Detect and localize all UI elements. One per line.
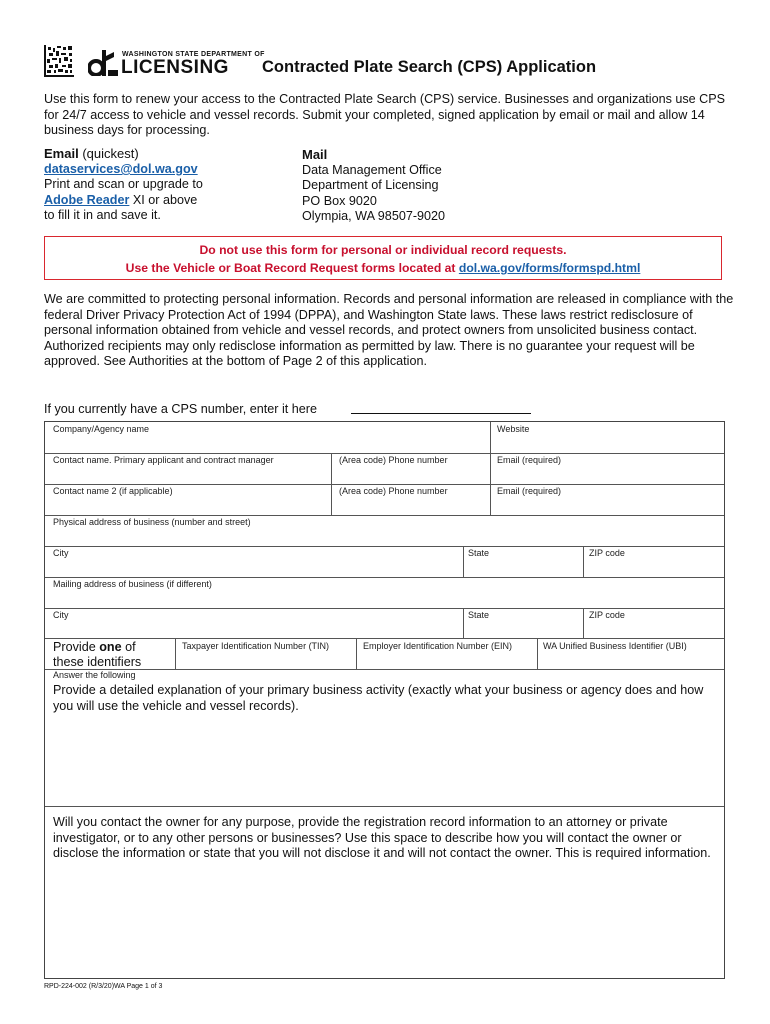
dol-logo-icon bbox=[88, 50, 118, 76]
row-divider bbox=[45, 669, 724, 670]
mailing-city-field[interactable]: City bbox=[53, 610, 69, 620]
email-instructions bbox=[44, 162, 203, 223]
provide-prefix: Provide bbox=[53, 640, 100, 654]
zip-field[interactable]: ZIP code bbox=[589, 548, 625, 558]
col-divider bbox=[490, 453, 491, 515]
provide-line2: these identifiers bbox=[53, 655, 142, 669]
col-divider bbox=[463, 546, 464, 577]
answer-label: Answer the following bbox=[53, 670, 136, 680]
email-address-link[interactable]: dataservices@dol.wa.gov bbox=[44, 162, 198, 176]
tin-field[interactable]: Taxpayer Identification Number (TIN) bbox=[182, 641, 330, 651]
col-divider bbox=[537, 638, 538, 669]
agency-name-large: LICENSING bbox=[121, 57, 229, 78]
intro-paragraph: Use this form to renew your access to the Contracted Plate Search (CPS) service. Businesses and organizations use CPS for 24/7 access to vehicle and vessel records. Submit your completed, signed application by email or mail and allow 14 business days for processing. bbox=[44, 92, 726, 138]
contact1-email-field[interactable]: Email (required) bbox=[497, 455, 562, 465]
row-divider bbox=[45, 453, 724, 454]
application-form bbox=[44, 421, 725, 979]
mailing-address-field[interactable]: Mailing address of business (if different) bbox=[53, 579, 212, 589]
city-field[interactable]: City bbox=[53, 548, 69, 558]
email-line3: to fill it in and save it. bbox=[44, 207, 161, 222]
mailing-state-field[interactable]: State bbox=[468, 610, 490, 620]
row-divider bbox=[45, 577, 724, 578]
row-divider bbox=[45, 515, 724, 516]
ein-field[interactable]: Employer Identification Number (EIN) bbox=[363, 641, 513, 651]
question1-field[interactable]: Provide a detailed explanation of your primary business activity (exactly what your business or agency does and how you will use the vehicle and vessel records). bbox=[53, 683, 704, 713]
email-line2-rest: XI or above bbox=[129, 192, 198, 207]
warning-line1: Do not use this form for personal or individual record requests. bbox=[199, 243, 567, 257]
mail-heading: Mail bbox=[302, 147, 328, 162]
col-divider bbox=[490, 422, 491, 453]
state-field[interactable]: State bbox=[468, 548, 490, 558]
contact1-name-field[interactable]: Contact name. Primary applicant and contract manager bbox=[53, 455, 274, 465]
col-divider bbox=[463, 608, 464, 638]
col-divider bbox=[583, 546, 584, 577]
mail-line: Olympia, WA 98507-9020 bbox=[302, 208, 446, 223]
company-name-field[interactable]: Company/Agency name bbox=[53, 424, 150, 434]
row-divider bbox=[45, 806, 724, 807]
page-title: Contracted Plate Search (CPS) Application bbox=[262, 58, 597, 76]
physical-address-field[interactable]: Physical address of business (number and street) bbox=[53, 517, 251, 527]
cps-number-field[interactable] bbox=[351, 413, 531, 414]
adobe-reader-link[interactable]: Adobe Reader bbox=[44, 192, 130, 207]
row-divider bbox=[45, 638, 724, 639]
row-divider bbox=[45, 484, 724, 485]
email-heading-label: Email bbox=[44, 146, 79, 161]
mail-address bbox=[302, 163, 445, 224]
email-line1: Print and scan or upgrade to bbox=[44, 177, 203, 192]
mailing-zip-field[interactable]: ZIP code bbox=[589, 610, 625, 620]
cps-number-prompt: If you currently have a CPS number, enter it here bbox=[44, 402, 318, 416]
identifier-instruction bbox=[53, 640, 141, 670]
warning-box bbox=[44, 236, 722, 280]
col-divider bbox=[175, 638, 176, 669]
qr-code-icon bbox=[44, 45, 74, 77]
contact1-phone-field[interactable]: (Area code) Phone number bbox=[339, 455, 448, 465]
form-footer: RPD-224-002 (R/3/20)WA Page 1 of 3 bbox=[44, 983, 163, 990]
col-divider bbox=[356, 638, 357, 669]
agency-name-small: WASHINGTON STATE DEPARTMENT OF bbox=[122, 51, 265, 58]
mail-line: Data Management Office bbox=[302, 163, 442, 177]
col-divider bbox=[331, 453, 332, 515]
forms-link[interactable]: dol.wa.gov/forms/formspd.html bbox=[458, 261, 641, 275]
row-divider bbox=[45, 608, 724, 609]
warning-line2-prefix: Use the Vehicle or Boat Record Request forms located at bbox=[125, 261, 459, 275]
website-field[interactable]: Website bbox=[497, 424, 530, 434]
question2-field[interactable]: Will you contact the owner for any purpose, provide the registration record information to an attorney or private investigator, or to any other persons or businesses? Use this space to describe how you will contact the owner or disclose the information or state that you will not disclose it and will not contact the owner. This is required information. bbox=[53, 815, 711, 860]
privacy-paragraph: We are committed to protecting personal information. Records and personal information are released in compliance with the federal Driver Privacy Protection Act of 1994 (DPPA), and Washington State laws. These laws restrict redisclosure of personal information obtained from vehicle and vessel records, and protect owners from unsolicited business contact. Authorized recipients may only redisclose information as permitted by law. There is no guarantee your request will be approved. See Authorities at the bottom of Page 2 of this application. bbox=[44, 292, 734, 369]
col-divider bbox=[583, 608, 584, 638]
contact2-phone-field[interactable]: (Area code) Phone number bbox=[339, 486, 448, 496]
mail-line: Department of Licensing bbox=[302, 178, 439, 193]
mail-line: PO Box 9020 bbox=[302, 193, 377, 208]
contact2-email-field[interactable]: Email (required) bbox=[497, 486, 562, 496]
row-divider bbox=[45, 546, 724, 547]
provide-bold: one bbox=[99, 640, 122, 654]
email-heading bbox=[44, 146, 139, 162]
provide-suffix: of bbox=[121, 640, 136, 654]
ubi-field[interactable]: WA Unified Business Identifier (UBI) bbox=[543, 641, 687, 651]
email-heading-note: (quickest) bbox=[82, 146, 139, 161]
contact2-name-field[interactable]: Contact name 2 (if applicable) bbox=[53, 486, 173, 496]
